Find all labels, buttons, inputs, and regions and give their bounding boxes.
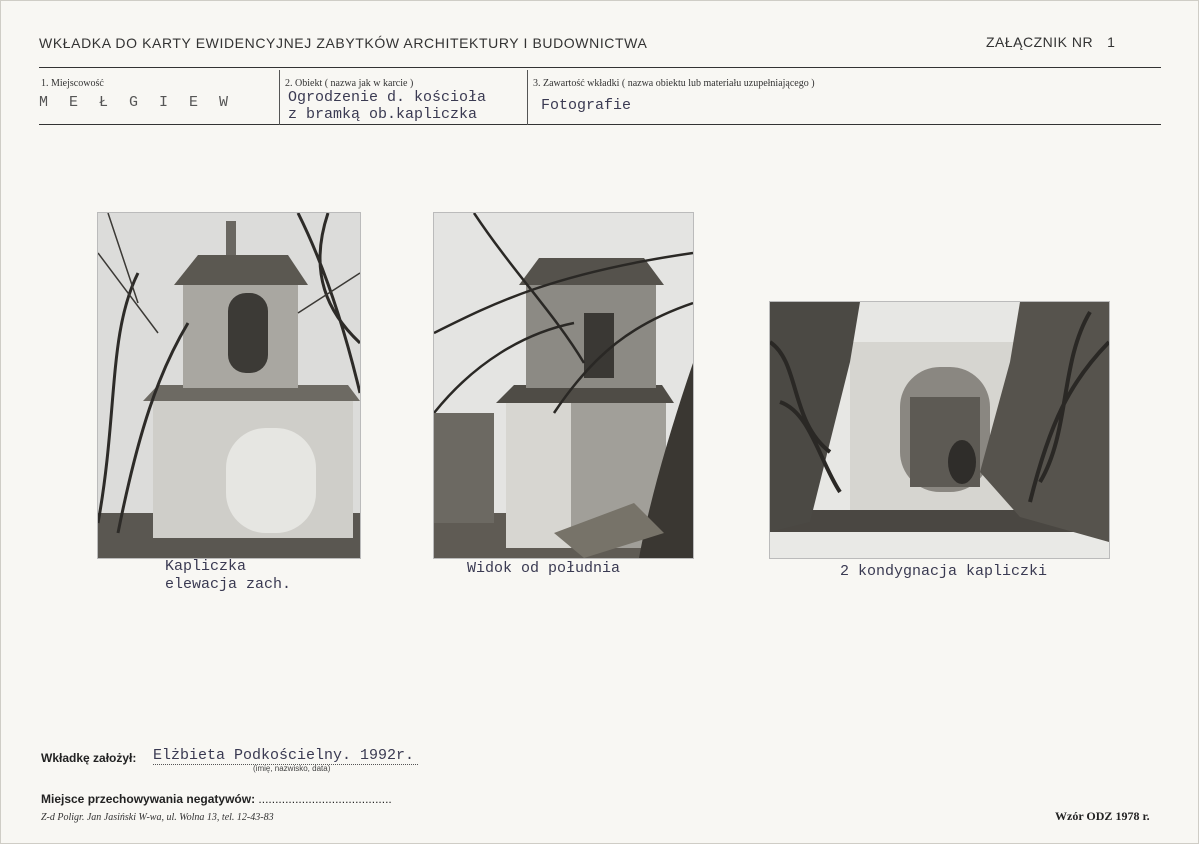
photo3-caption: 2 kondygnacja kapliczki <box>840 563 1048 580</box>
form-code: Wzór ODZ 1978 r. <box>1055 809 1150 823</box>
photo1-caption-line2: elewacja zach. <box>165 576 292 593</box>
annex-label <box>986 34 1115 50</box>
founder-label: Wkładkę założył: <box>41 751 137 765</box>
object-label: 2. Obiekt ( nazwa jak w karcie ) <box>285 78 414 89</box>
locality-label: 1. Miejscowość <box>41 78 104 89</box>
photo-south-view <box>434 213 693 558</box>
header-top-rule <box>39 67 1161 68</box>
photo-chapel-west-elevation <box>98 213 360 558</box>
negatives-storage-dots: ........................................ <box>258 792 392 806</box>
content-label: 3. Zawartość wkładki ( nazwa obiektu lub materiału uzupełniającego ) <box>533 78 815 89</box>
annex-label-text: ZAŁĄCZNIK NR <box>986 34 1094 50</box>
founder-hint: (imię, nazwisko, data) <box>253 764 331 773</box>
locality-value: M E Ł G I E W <box>39 94 235 111</box>
negatives-storage-label-text: Miejsce przechowywania negatywów: <box>41 792 256 806</box>
negatives-storage-label <box>41 792 392 806</box>
object-value-line2: z bramką ob.kapliczka <box>288 106 478 123</box>
annex-number: 1 <box>1107 34 1116 50</box>
photo2-caption: Widok od południa <box>467 560 621 577</box>
founder-value: Elżbieta Podkościelny. 1992r. <box>153 747 418 765</box>
content-value: Fotografie <box>541 97 632 114</box>
object-value-line1: Ogrodzenie d. kościoła <box>288 89 487 106</box>
photo-chapel-second-storey <box>770 302 1109 558</box>
header-bottom-rule <box>39 124 1161 125</box>
form-title: WKŁADKA DO KARTY EWIDENCYJNEJ ZABYTKÓW ARCHITEKTURY I BUDOWNICTWA <box>39 35 648 51</box>
field-divider-2 <box>527 70 528 125</box>
photo1-caption-line1: Kapliczka <box>165 558 247 575</box>
field-divider-1 <box>279 70 280 125</box>
printer-imprint: Z-d Poligr. Jan Jasiński W-wa, ul. Wolna 13, tel. 12-43-83 <box>41 812 274 823</box>
